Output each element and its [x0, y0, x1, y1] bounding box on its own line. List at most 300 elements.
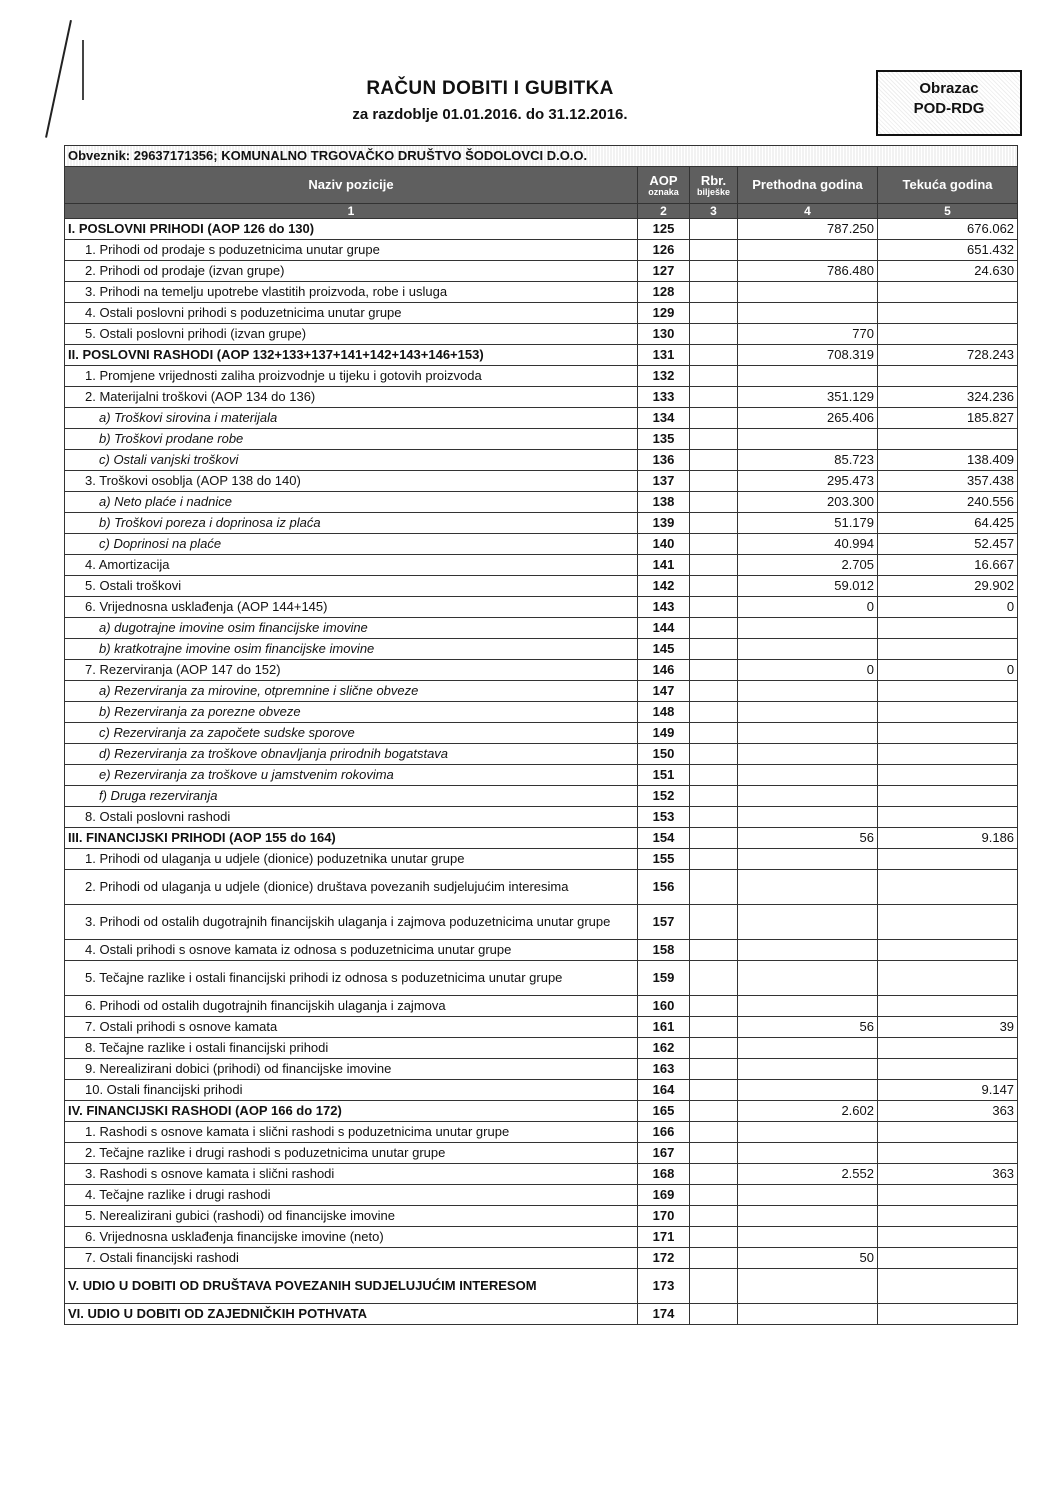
row-curr-year [878, 940, 1018, 961]
row-note [690, 639, 738, 660]
row-note [690, 534, 738, 555]
row-label: a) dugotrajne imovine osim financijske imovine [65, 618, 638, 639]
row-curr-year [878, 786, 1018, 807]
row-note [690, 429, 738, 450]
row-curr-year [878, 961, 1018, 996]
row-prev-year [738, 765, 878, 786]
row-prev-year [738, 961, 878, 996]
table-row [65, 576, 1018, 597]
row-aop: 147 [638, 681, 690, 702]
row-prev-year [738, 702, 878, 723]
row-curr-year [878, 1206, 1018, 1227]
row-prev-year: 2.552 [738, 1164, 878, 1185]
row-prev-year [738, 786, 878, 807]
table-row [65, 765, 1018, 786]
row-curr-year [878, 723, 1018, 744]
row-aop: 134 [638, 408, 690, 429]
row-prev-year: 59.012 [738, 576, 878, 597]
header-note-sub: bilješke [696, 186, 731, 197]
row-aop: 150 [638, 744, 690, 765]
scan-artifact-edge [82, 40, 84, 100]
row-prev-year [738, 1206, 878, 1227]
row-curr-year [878, 303, 1018, 324]
column-number: 1 [65, 204, 638, 219]
row-aop: 144 [638, 618, 690, 639]
row-curr-year [878, 366, 1018, 387]
row-curr-year [878, 324, 1018, 345]
document-period: za razdoblje 01.01.2016. do 31.12.2016. [352, 106, 628, 123]
row-curr-year: 0 [878, 660, 1018, 681]
row-prev-year: 56 [738, 1017, 878, 1038]
row-curr-year [878, 1269, 1018, 1304]
table-row [65, 639, 1018, 660]
form-label: Obrazac [919, 80, 979, 97]
table-row [65, 534, 1018, 555]
row-prev-year: 2.602 [738, 1101, 878, 1122]
row-aop: 142 [638, 576, 690, 597]
table-row [65, 345, 1018, 366]
row-prev-year [738, 1059, 878, 1080]
row-prev-year: 51.179 [738, 513, 878, 534]
table-row [65, 681, 1018, 702]
table-row [65, 660, 1018, 681]
row-prev-year [738, 940, 878, 961]
table-row [65, 1227, 1018, 1248]
row-prev-year [738, 807, 878, 828]
row-curr-year: 363 [878, 1164, 1018, 1185]
table-row [65, 1304, 1018, 1325]
row-label: d) Rezerviranja za troškove obnavljanja prirodnih bogatstava [65, 744, 638, 765]
row-note [690, 219, 738, 240]
table-row [65, 996, 1018, 1017]
row-prev-year: 203.300 [738, 492, 878, 513]
header-note [690, 167, 738, 204]
row-label: IV. FINANCIJSKI RASHODI (AOP 166 do 172) [65, 1101, 638, 1122]
row-curr-year: 676.062 [878, 219, 1018, 240]
row-aop: 159 [638, 961, 690, 996]
row-aop: 138 [638, 492, 690, 513]
table-row [65, 429, 1018, 450]
row-note [690, 723, 738, 744]
row-aop: 136 [638, 450, 690, 471]
row-label: 4. Tečajne razlike i drugi rashodi [65, 1185, 638, 1206]
table-row [65, 240, 1018, 261]
row-aop: 163 [638, 1059, 690, 1080]
row-note [690, 555, 738, 576]
row-label: 7. Ostali financijski rashodi [65, 1248, 638, 1269]
row-note [690, 240, 738, 261]
table-row [65, 849, 1018, 870]
table-row [65, 450, 1018, 471]
row-note [690, 996, 738, 1017]
row-prev-year [738, 1038, 878, 1059]
row-prev-year [738, 681, 878, 702]
row-prev-year: 787.250 [738, 219, 878, 240]
row-label: a) Neto plaće i nadnice [65, 492, 638, 513]
table-row [65, 1206, 1018, 1227]
row-aop: 170 [638, 1206, 690, 1227]
row-note [690, 1101, 738, 1122]
row-note [690, 1164, 738, 1185]
table-row [65, 492, 1018, 513]
row-aop: 145 [638, 639, 690, 660]
row-label: 5. Ostali poslovni prihodi (izvan grupe) [65, 324, 638, 345]
row-prev-year [738, 1269, 878, 1304]
row-label: 1. Rashodi s osnove kamata i slični rashodi s poduzetnicima unutar grupe [65, 1122, 638, 1143]
row-prev-year [738, 1304, 878, 1325]
row-curr-year [878, 996, 1018, 1017]
row-label: 7. Ostali prihodi s osnove kamata [65, 1017, 638, 1038]
taxpayer-info: Obveznik: 29637171356; KOMUNALNO TRGOVAČKO DRUŠTVO ŠODOLOVCI D.O.O. [65, 146, 1018, 167]
row-label: 6. Vrijednosna usklađenja (AOP 144+145) [65, 597, 638, 618]
row-aop: 133 [638, 387, 690, 408]
row-label: c) Rezerviranja za započete sudske sporove [65, 723, 638, 744]
row-note [690, 744, 738, 765]
row-note [690, 576, 738, 597]
row-note [690, 387, 738, 408]
table-row [65, 366, 1018, 387]
row-curr-year [878, 1059, 1018, 1080]
row-note [690, 1143, 738, 1164]
row-prev-year: 708.319 [738, 345, 878, 366]
table-row [65, 1143, 1018, 1164]
row-prev-year [738, 429, 878, 450]
row-prev-year [738, 639, 878, 660]
row-note [690, 1269, 738, 1304]
row-note [690, 408, 738, 429]
row-aop: 156 [638, 870, 690, 905]
row-aop: 168 [638, 1164, 690, 1185]
row-aop: 125 [638, 219, 690, 240]
row-label: 9. Nerealizirani dobici (prihodi) od financijske imovine [65, 1059, 638, 1080]
row-note [690, 702, 738, 723]
row-prev-year: 50 [738, 1248, 878, 1269]
row-aop: 130 [638, 324, 690, 345]
row-curr-year [878, 618, 1018, 639]
row-curr-year [878, 1227, 1018, 1248]
table-row [65, 807, 1018, 828]
row-prev-year: 56 [738, 828, 878, 849]
table-row [65, 1248, 1018, 1269]
row-aop: 143 [638, 597, 690, 618]
row-note [690, 1122, 738, 1143]
row-label: 5. Nerealizirani gubici (rashodi) od financijske imovine [65, 1206, 638, 1227]
table-row [65, 1017, 1018, 1038]
row-note [690, 940, 738, 961]
row-label: 7. Rezerviranja (AOP 147 do 152) [65, 660, 638, 681]
row-curr-year: 39 [878, 1017, 1018, 1038]
row-note [690, 471, 738, 492]
column-number: 5 [878, 204, 1018, 219]
row-curr-year: 138.409 [878, 450, 1018, 471]
row-label: 2. Tečajne razlike i drugi rashodi s poduzetnicima unutar grupe [65, 1143, 638, 1164]
row-label: 10. Ostali financijski prihodi [65, 1080, 638, 1101]
table-row [65, 905, 1018, 940]
row-note [690, 1017, 738, 1038]
row-prev-year: 351.129 [738, 387, 878, 408]
row-label: 2. Prihodi od prodaje (izvan grupe) [65, 261, 638, 282]
row-note [690, 597, 738, 618]
row-aop: 135 [638, 429, 690, 450]
row-note [690, 961, 738, 996]
row-note [690, 870, 738, 905]
table-row [65, 702, 1018, 723]
header-aop-sub: oznaka [648, 186, 679, 197]
row-label: 3. Prihodi od ostalih dugotrajnih financijskih ulaganja i zajmova poduzetnicima unutar grupe [65, 905, 638, 940]
row-note [690, 1080, 738, 1101]
row-note [690, 366, 738, 387]
row-aop: 172 [638, 1248, 690, 1269]
table-row [65, 940, 1018, 961]
row-aop: 161 [638, 1017, 690, 1038]
row-aop: 166 [638, 1122, 690, 1143]
row-aop: 131 [638, 345, 690, 366]
row-note [690, 1248, 738, 1269]
row-note [690, 1038, 738, 1059]
row-curr-year: 52.457 [878, 534, 1018, 555]
table-row [65, 387, 1018, 408]
row-curr-year [878, 870, 1018, 905]
row-note [690, 1185, 738, 1206]
row-curr-year [878, 765, 1018, 786]
row-curr-year: 24.630 [878, 261, 1018, 282]
row-aop: 174 [638, 1304, 690, 1325]
row-curr-year [878, 744, 1018, 765]
row-prev-year [738, 905, 878, 940]
row-prev-year: 0 [738, 660, 878, 681]
form-code: POD-RDG [913, 100, 985, 117]
row-aop: 146 [638, 660, 690, 681]
row-aop: 165 [638, 1101, 690, 1122]
row-note [690, 282, 738, 303]
row-aop: 160 [638, 996, 690, 1017]
header-aop-label: AOP [649, 172, 678, 188]
row-prev-year [738, 849, 878, 870]
row-aop: 169 [638, 1185, 690, 1206]
row-prev-year [738, 1143, 878, 1164]
row-aop: 132 [638, 366, 690, 387]
row-label: c) Ostali vanjski troškovi [65, 450, 638, 471]
row-note [690, 261, 738, 282]
row-label: 1. Prihodi od prodaje s poduzetnicima unutar grupe [65, 240, 638, 261]
row-aop: 155 [638, 849, 690, 870]
row-prev-year [738, 303, 878, 324]
row-aop: 139 [638, 513, 690, 534]
row-prev-year: 0 [738, 597, 878, 618]
row-curr-year [878, 849, 1018, 870]
table-row [65, 961, 1018, 996]
row-note [690, 618, 738, 639]
row-prev-year [738, 282, 878, 303]
row-prev-year: 786.480 [738, 261, 878, 282]
title-block [240, 78, 740, 123]
row-label: 3. Troškovi osoblja (AOP 138 do 140) [65, 471, 638, 492]
document-title: RAČUN DOBITI I GUBITKA [366, 78, 614, 99]
row-label: 1. Promjene vrijednosti zaliha proizvodnje u tijeku i gotovih proizvoda [65, 366, 638, 387]
row-note [690, 786, 738, 807]
row-curr-year: 324.236 [878, 387, 1018, 408]
row-curr-year: 240.556 [878, 492, 1018, 513]
row-note [690, 905, 738, 940]
row-label: 3. Rashodi s osnove kamata i slični rashodi [65, 1164, 638, 1185]
row-aop: 167 [638, 1143, 690, 1164]
row-label: 6. Prihodi od ostalih dugotrajnih financijskih ulaganja i zajmova [65, 996, 638, 1017]
row-aop: 158 [638, 940, 690, 961]
row-aop: 128 [638, 282, 690, 303]
row-curr-year: 651.432 [878, 240, 1018, 261]
row-label: a) Rezerviranja za mirovine, otpremnine i slične obveze [65, 681, 638, 702]
row-note [690, 1206, 738, 1227]
row-aop: 164 [638, 1080, 690, 1101]
row-aop: 148 [638, 702, 690, 723]
row-curr-year [878, 905, 1018, 940]
row-label: VI. UDIO U DOBITI OD ZAJEDNIČKIH POTHVATA [65, 1304, 638, 1325]
row-note [690, 492, 738, 513]
row-curr-year [878, 1038, 1018, 1059]
row-note [690, 681, 738, 702]
row-curr-year [878, 1304, 1018, 1325]
column-number: 4 [738, 204, 878, 219]
row-note [690, 807, 738, 828]
row-prev-year [738, 618, 878, 639]
row-aop: 126 [638, 240, 690, 261]
table-row [65, 618, 1018, 639]
row-curr-year [878, 282, 1018, 303]
table-row [65, 1080, 1018, 1101]
scan-artifact-line [45, 20, 72, 138]
table-row [65, 597, 1018, 618]
row-aop: 129 [638, 303, 690, 324]
row-prev-year: 40.994 [738, 534, 878, 555]
row-note [690, 345, 738, 366]
row-label: 2. Prihodi od ulaganja u udjele (dionice) društava povezanih sudjelujućim interesima [65, 870, 638, 905]
row-prev-year: 85.723 [738, 450, 878, 471]
row-curr-year [878, 1122, 1018, 1143]
row-prev-year [738, 870, 878, 905]
income-statement-table [64, 145, 1018, 1325]
row-note [690, 450, 738, 471]
table-row [65, 555, 1018, 576]
row-label: f) Druga rezerviranja [65, 786, 638, 807]
row-label: 1. Prihodi od ulaganja u udjele (dionice) poduzetnika unutar grupe [65, 849, 638, 870]
table-row [65, 408, 1018, 429]
header-row [65, 167, 1018, 204]
row-curr-year [878, 681, 1018, 702]
row-label: 4. Ostali poslovni prihodi s poduzetnicima unutar grupe [65, 303, 638, 324]
row-label: 4. Amortizacija [65, 555, 638, 576]
row-prev-year [738, 1080, 878, 1101]
row-curr-year [878, 639, 1018, 660]
row-prev-year [738, 723, 878, 744]
table-row [65, 1164, 1018, 1185]
row-curr-year: 728.243 [878, 345, 1018, 366]
row-label: e) Rezerviranja za troškove u jamstvenim rokovima [65, 765, 638, 786]
row-curr-year: 9.147 [878, 1080, 1018, 1101]
row-curr-year [878, 1143, 1018, 1164]
row-label: III. FINANCIJSKI PRIHODI (AOP 155 do 164) [65, 828, 638, 849]
row-curr-year: 16.667 [878, 555, 1018, 576]
row-curr-year: 9.186 [878, 828, 1018, 849]
row-aop: 157 [638, 905, 690, 940]
row-label: 3. Prihodi na temelju upotrebe vlastitih proizvoda, robe i usluga [65, 282, 638, 303]
row-curr-year: 357.438 [878, 471, 1018, 492]
row-prev-year [738, 366, 878, 387]
table-row [65, 1269, 1018, 1304]
row-curr-year: 363 [878, 1101, 1018, 1122]
row-label: 6. Vrijednosna usklađenja financijske imovine (neto) [65, 1227, 638, 1248]
row-prev-year [738, 996, 878, 1017]
table-row [65, 471, 1018, 492]
table-row [65, 1059, 1018, 1080]
table-row [65, 744, 1018, 765]
row-note [690, 660, 738, 681]
table-row [65, 1122, 1018, 1143]
column-number: 2 [638, 204, 690, 219]
row-label: c) Doprinosi na plaće [65, 534, 638, 555]
table-row [65, 219, 1018, 240]
header-prev-year: Prethodna godina [738, 167, 878, 204]
row-prev-year: 2.705 [738, 555, 878, 576]
table-row [65, 1101, 1018, 1122]
row-label: b) kratkotrajne imovine osim financijske imovine [65, 639, 638, 660]
row-label: 8. Ostali poslovni rashodi [65, 807, 638, 828]
table-row [65, 1038, 1018, 1059]
row-aop: 152 [638, 786, 690, 807]
row-label: b) Troškovi poreza i doprinosa iz plaća [65, 513, 638, 534]
table-row [65, 261, 1018, 282]
row-curr-year [878, 1185, 1018, 1206]
row-note [690, 1059, 738, 1080]
row-aop: 173 [638, 1269, 690, 1304]
row-note [690, 324, 738, 345]
table-row [65, 828, 1018, 849]
row-curr-year: 29.902 [878, 576, 1018, 597]
row-prev-year [738, 1227, 878, 1248]
row-curr-year: 185.827 [878, 408, 1018, 429]
row-curr-year [878, 702, 1018, 723]
row-prev-year: 770 [738, 324, 878, 345]
table-row [65, 282, 1018, 303]
row-aop: 140 [638, 534, 690, 555]
table-row [65, 723, 1018, 744]
row-prev-year [738, 1185, 878, 1206]
row-curr-year: 0 [878, 597, 1018, 618]
row-prev-year: 295.473 [738, 471, 878, 492]
row-note [690, 303, 738, 324]
row-note [690, 828, 738, 849]
header-aop [638, 167, 690, 204]
row-note [690, 849, 738, 870]
table-row [65, 303, 1018, 324]
row-curr-year: 64.425 [878, 513, 1018, 534]
table-row [65, 324, 1018, 345]
row-note [690, 513, 738, 534]
row-note [690, 765, 738, 786]
row-prev-year: 265.406 [738, 408, 878, 429]
header-note-label: Rbr. [700, 172, 727, 188]
row-aop: 162 [638, 1038, 690, 1059]
column-number: 3 [690, 204, 738, 219]
row-aop: 153 [638, 807, 690, 828]
row-label: 2. Materijalni troškovi (AOP 134 do 136) [65, 387, 638, 408]
row-label: 8. Tečajne razlike i ostali financijski prihodi [65, 1038, 638, 1059]
row-note [690, 1227, 738, 1248]
row-aop: 141 [638, 555, 690, 576]
row-aop: 127 [638, 261, 690, 282]
header-curr-year: Tekuća godina [878, 167, 1018, 204]
row-curr-year [878, 1248, 1018, 1269]
row-label: b) Rezerviranja za porezne obveze [65, 702, 638, 723]
